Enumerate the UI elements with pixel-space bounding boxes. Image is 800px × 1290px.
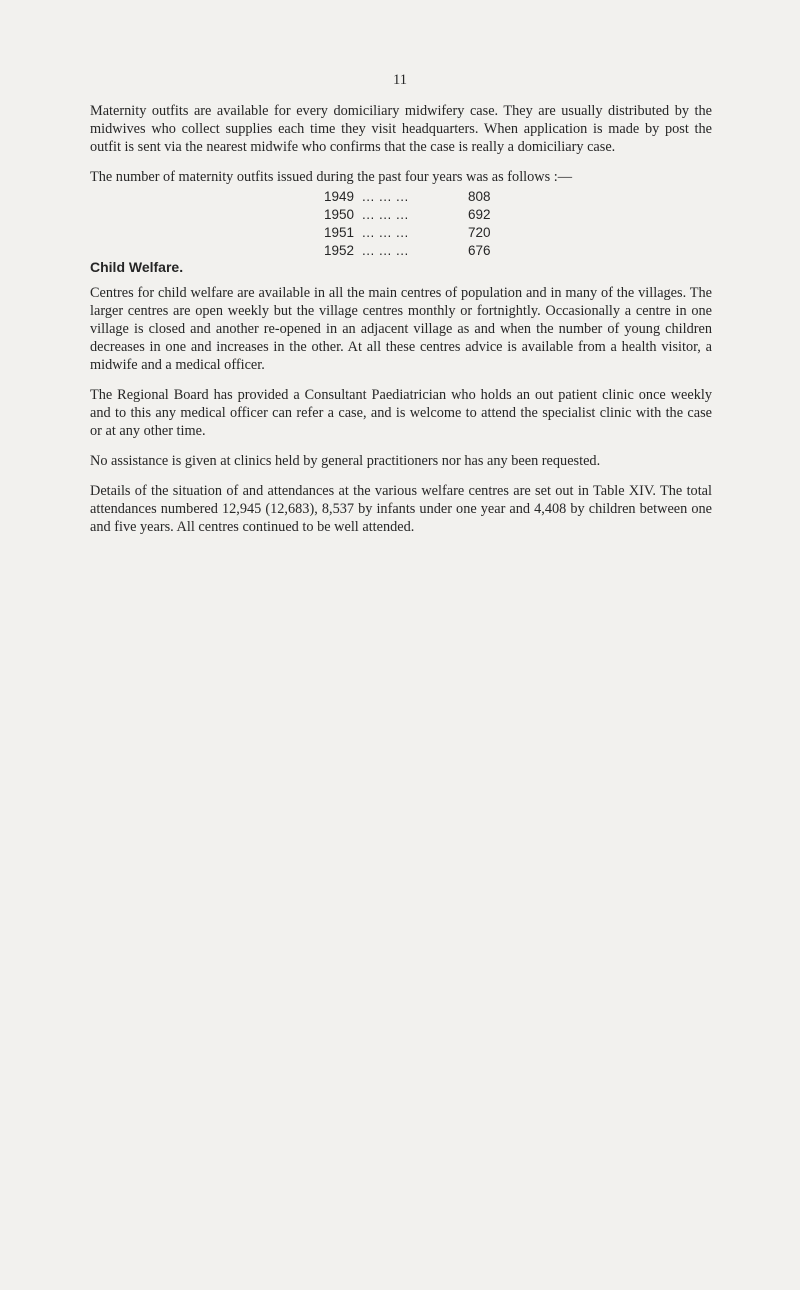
table-leader-dots: ... ... ...: [362, 189, 409, 204]
page-number: 11: [393, 72, 407, 88]
child-welfare-paragraph: No assistance is given at clinics held by general practitioners nor has any been requested.: [90, 453, 601, 469]
table-row: [324, 224, 712, 242]
table-value: 720: [468, 225, 491, 240]
table-leader-dots: ... ... ...: [362, 243, 409, 258]
child-welfare-paragraph: Details of the situation of and attendances at the various welfare centres are set out in Table XIV. The total attendances numbered 12,945 (12,683), 8,537 by infants under one year and 4,408 by children between one and five years. All centres continued to be well attended.: [90, 483, 712, 535]
table-value: 692: [468, 207, 491, 222]
table-year: 1949: [324, 189, 355, 204]
table-row: [324, 188, 712, 206]
table-year: 1952: [324, 243, 355, 258]
section-heading-child-welfare: Child Welfare.: [90, 259, 184, 275]
table-leader-dots: ... ... ...: [362, 225, 409, 240]
maternity-outfits-table: [324, 188, 712, 260]
table-year: 1951: [324, 225, 355, 240]
table-value: 676: [468, 243, 491, 258]
document-body: [90, 102, 712, 548]
table-row: [324, 206, 712, 224]
maternity-intro-paragraph: Maternity outfits are available for every domiciliary midwifery case. They are usually distributed by the midwives who collect supplies each time they visit headquarters. When application is made by post the outfit is sent via the nearest midwife who confirms that the case is really a domiciliary case.: [90, 103, 712, 155]
child-welfare-paragraph: Centres for child welfare are available in all the main centres of population and in many of the villages. The larger centres are open weekly but the village centres monthly or fortnightly. Occasionally a centre in one village is closed and another re-opened in an adjacent village as and when the number of young children decreases in one and increases in the other. At all these centres advice is available from a health visitor, a midwife and a medical officer.: [90, 285, 712, 373]
child-welfare-paragraph: The Regional Board has provided a Consultant Paediatrician who holds an out patient clinic once weekly and to this any medical officer can refer a case, and is welcome to attend the specialist clinic with the case or at any other time.: [90, 387, 712, 439]
table-year: 1950: [324, 207, 355, 222]
table-value: 808: [468, 189, 491, 204]
table-leader-dots: ... ... ...: [362, 207, 409, 222]
maternity-count-lead: The number of maternity outfits issued during the past four years was as follows :—: [90, 169, 573, 185]
